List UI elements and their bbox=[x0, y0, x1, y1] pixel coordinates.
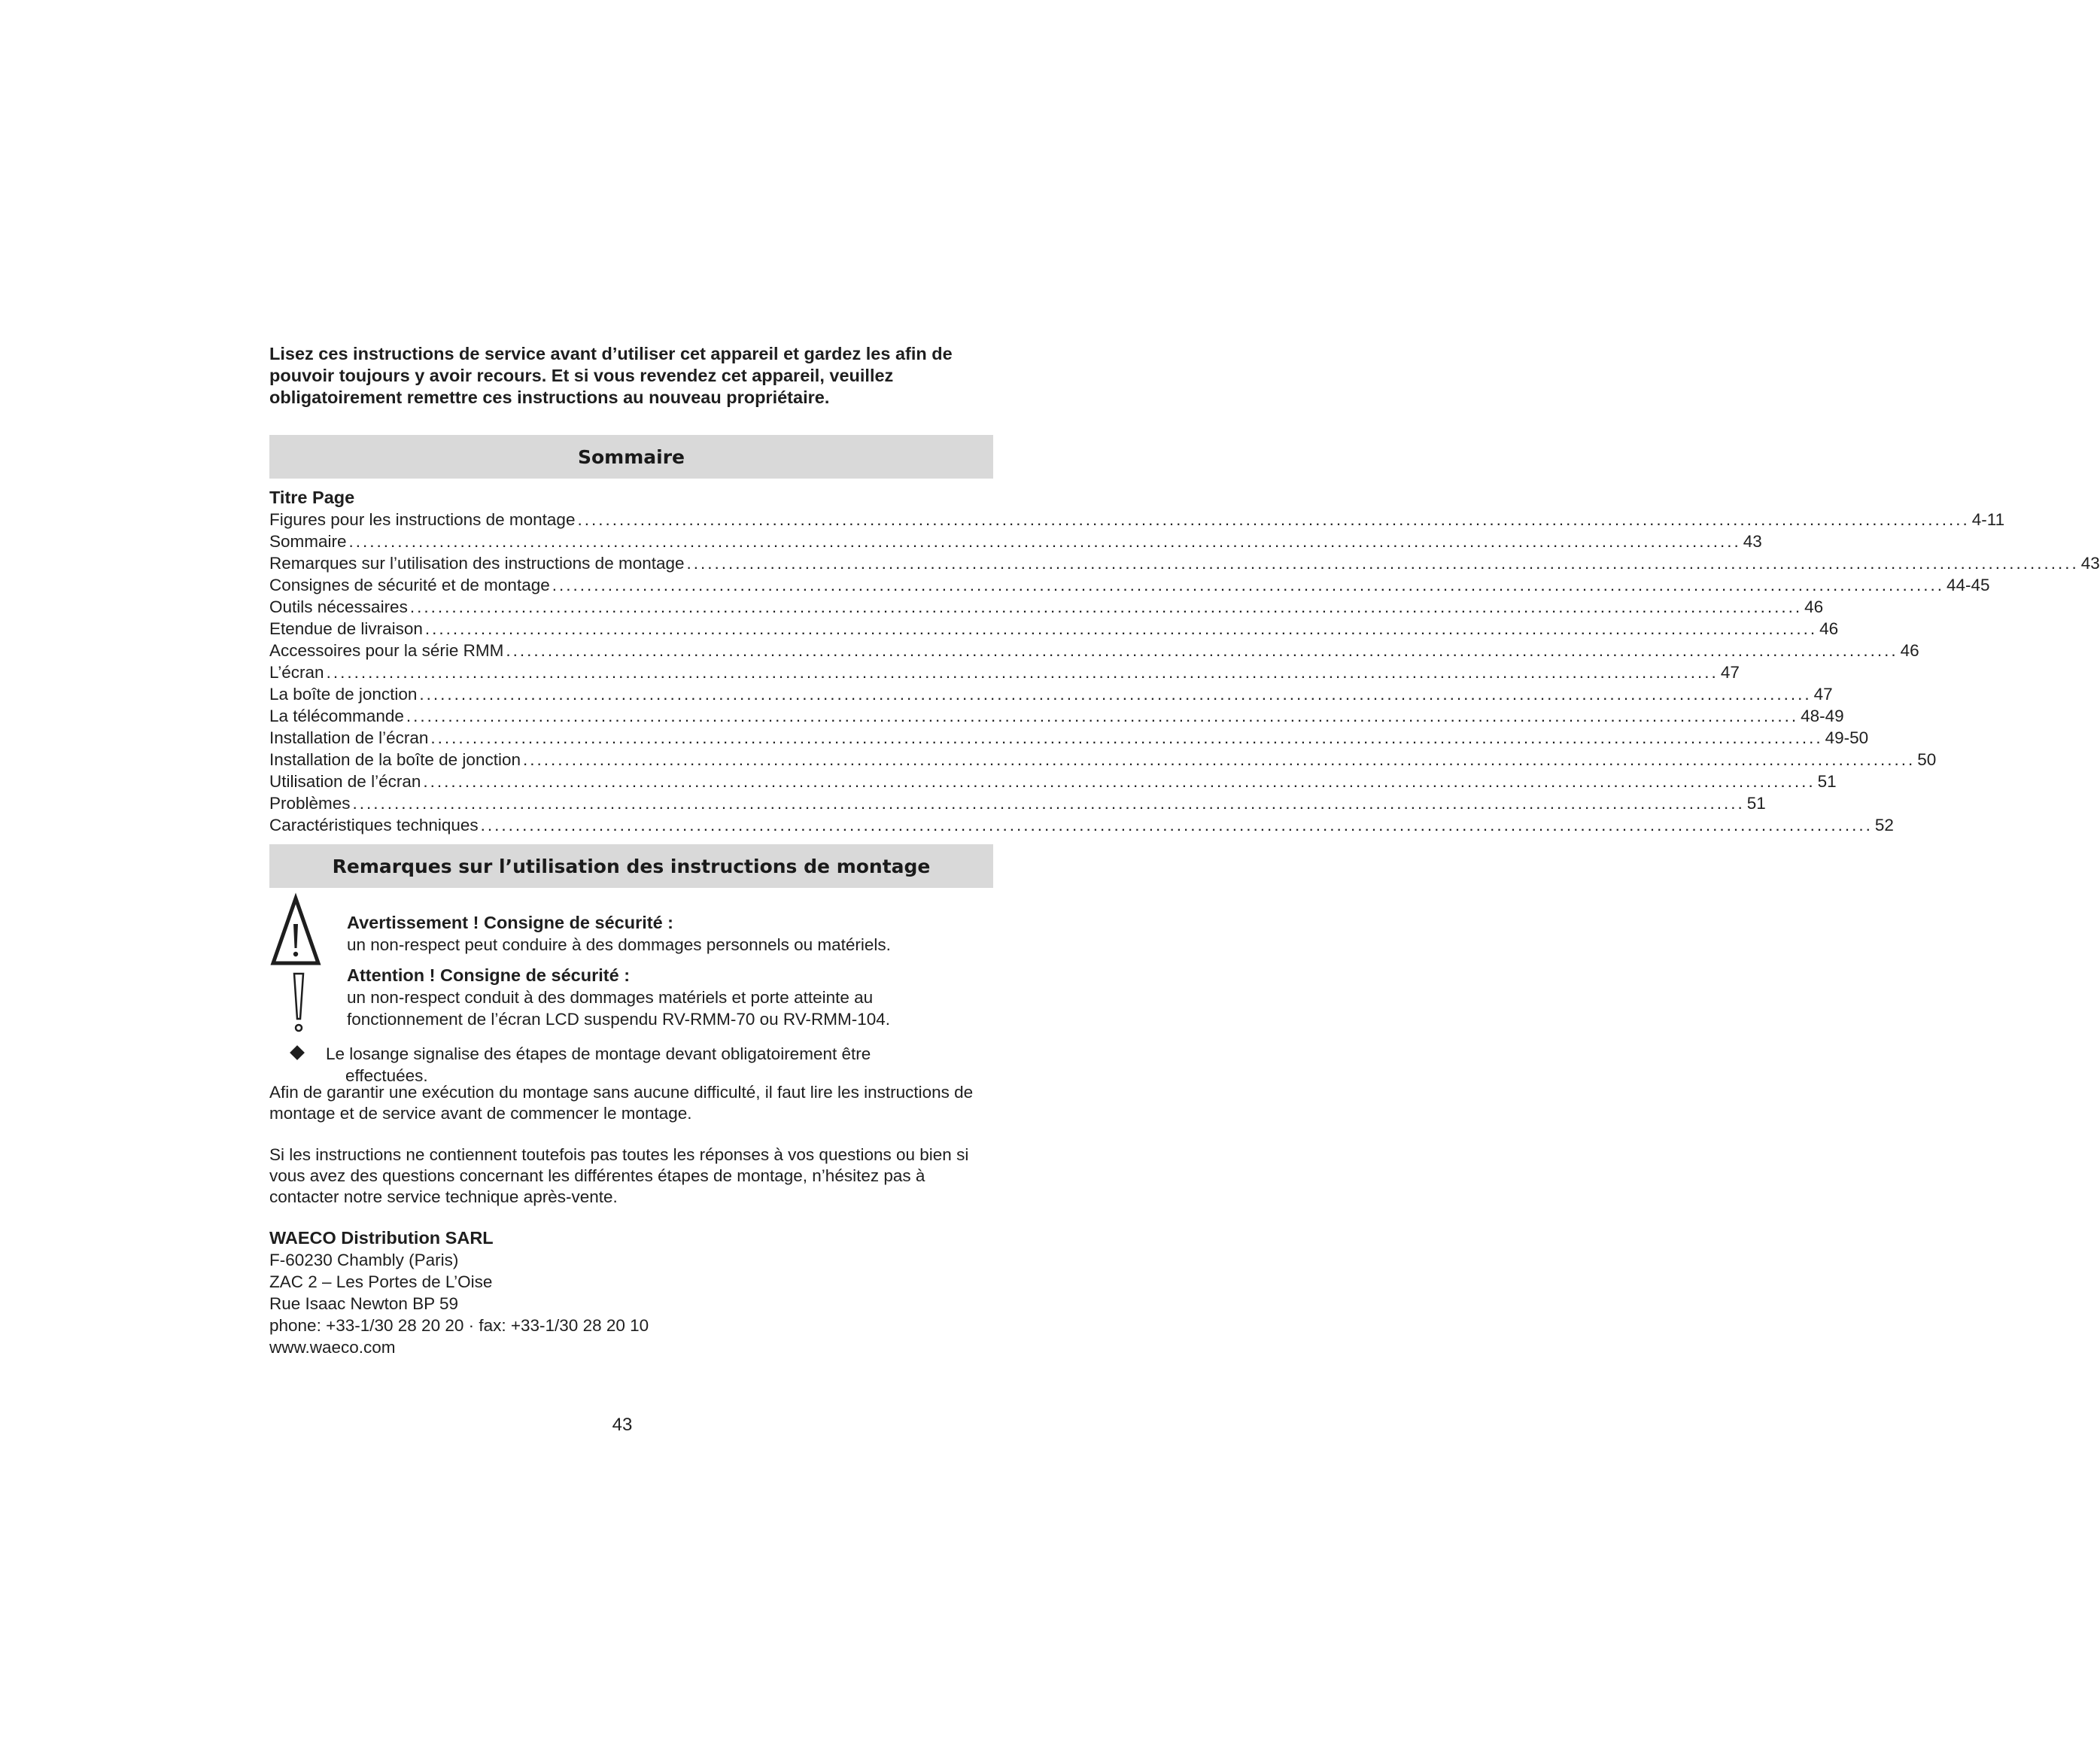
warning-text: un non-respect peut conduire à des dommages personnels ou matériels. bbox=[347, 935, 891, 954]
toc-entry-title: Problèmes bbox=[269, 794, 351, 813]
warning-triangle-icon bbox=[271, 895, 321, 968]
attention-exclamation-icon bbox=[292, 972, 305, 1034]
page-content bbox=[269, 343, 2100, 1358]
paragraph-montage: Afin de garantir une exécution du montage sans aucune difficulté, il faut lire les instructions de montage et de service avant de commencer le montage. bbox=[269, 1083, 974, 1123]
toc-entry-title: Outils nécessaires bbox=[269, 597, 408, 616]
toc-entry-title: Etendue de livraison bbox=[269, 619, 423, 638]
toc-entry[interactable] bbox=[269, 705, 1844, 727]
toc-entry-page: 4-11 bbox=[1971, 510, 2005, 529]
attention-title: Attention ! Consigne de sécurité : bbox=[347, 965, 631, 985]
toc-entry-title: Accessoires pour la série RMM bbox=[269, 641, 504, 660]
toc-entry-title: Utilisation de l’écran bbox=[269, 772, 421, 791]
toc-leader-dots: ........................................................................................................................................................................................................ bbox=[522, 750, 1916, 769]
remarques-heading: Remarques sur l’utilisation des instructions de montage bbox=[269, 844, 993, 888]
phone-fax-line: phone: +33-1/30 28 20 20 · fax: +33-1/30 28 20 10 bbox=[269, 1316, 649, 1335]
toc-entry[interactable] bbox=[269, 771, 1837, 792]
toc-entry-title: Figures pour les instructions de montage bbox=[269, 510, 576, 529]
toc-entry-page: 48-49 bbox=[1801, 707, 1844, 725]
toc-entry-page: 43 bbox=[1743, 532, 1762, 551]
toc-entry-page: 47 bbox=[1720, 663, 1740, 682]
bullet-text-line-2: effectuées. bbox=[345, 1066, 428, 1085]
sommaire-heading: Sommaire bbox=[269, 435, 993, 479]
toc-entry[interactable] bbox=[269, 509, 2005, 530]
toc-entry-page: 46 bbox=[1900, 641, 1919, 660]
toc-leader-dots: ........................................................................................................................................................................................................ bbox=[480, 816, 1873, 834]
toc-leader-dots: ........................................................................................................................................................................................................ bbox=[419, 685, 1812, 704]
toc-entry[interactable] bbox=[269, 749, 1937, 771]
toc-entry-title: Installation de la boîte de jonction bbox=[269, 750, 521, 769]
toc-entry-title: La boîte de jonction bbox=[269, 685, 418, 704]
toc-entry-page: 44-45 bbox=[1946, 576, 1990, 594]
toc-entry-title: Caractéristiques techniques bbox=[269, 816, 479, 834]
toc-leader-dots: ........................................................................................................................................................................................................ bbox=[506, 641, 1898, 660]
diamond-bullet-icon bbox=[290, 1045, 305, 1060]
safety-notes bbox=[269, 895, 993, 1085]
toc-entry-page: 46 bbox=[1819, 619, 1839, 638]
website-link[interactable]: www.waeco.com bbox=[269, 1338, 396, 1357]
warning-note bbox=[347, 912, 994, 956]
toc-entry[interactable] bbox=[269, 640, 1919, 661]
toc-leader-dots: ........................................................................................................................................................................................................ bbox=[424, 619, 1818, 638]
intro-notice: Lisez ces instructions de service avant d’utiliser cet appareil et gardez les afin de pouvoir toujours y avoir recours. Et si vous revendez cet appareil, veuillez obligatoirement remettre ces instructions au nouveau propriétaire. bbox=[269, 344, 953, 407]
toc-entry[interactable] bbox=[269, 618, 1839, 640]
toc-entry-page: 49-50 bbox=[1825, 728, 1869, 747]
toc-leader-dots: ........................................................................................................................................................................................................ bbox=[423, 772, 1816, 791]
company-name: WAECO Distribution SARL bbox=[269, 1228, 494, 1248]
attention-text-line-2: fonctionnement de l’écran LCD suspendu RV-RMM-70 ou RV-RMM-104. bbox=[347, 1010, 891, 1029]
bullet-text-line-1: Le losange signalise des étapes de montage devant obligatoirement être bbox=[326, 1044, 871, 1063]
toc-entry[interactable] bbox=[269, 792, 1766, 814]
toc-entry[interactable] bbox=[269, 727, 1869, 749]
toc-entry-page: 52 bbox=[1874, 816, 1894, 834]
toc-entry[interactable] bbox=[269, 530, 1762, 552]
toc-entry-page: 50 bbox=[1917, 750, 1937, 769]
toc-leader-dots: ........................................................................................................................................................................................................ bbox=[406, 707, 1799, 725]
toc-entry-page: 51 bbox=[1817, 772, 1837, 791]
address-line: ZAC 2 – Les Portes de L’Oise bbox=[269, 1272, 493, 1291]
address-line: F-60230 Chambly (Paris) bbox=[269, 1251, 459, 1269]
toc-entry-title: L’écran bbox=[269, 663, 324, 682]
toc-entry[interactable] bbox=[269, 683, 1833, 705]
attention-note bbox=[347, 965, 994, 1030]
paragraph-service: Si les instructions ne contiennent toutefois pas toutes les réponses à vos questions ou bien si vous avez des questions concernant les différentes étapes de montage, n’hésitez pas à contacter notre service technique après-vente. bbox=[269, 1145, 969, 1206]
toc-leader-dots: ........................................................................................................................................................................................................ bbox=[577, 510, 1970, 529]
toc-entry[interactable] bbox=[269, 661, 1740, 683]
toc-entry-page: 46 bbox=[1804, 597, 1824, 616]
toc-leader-dots: ........................................................................................................................................................................................................ bbox=[552, 576, 1944, 594]
toc-entry-title: Installation de l’écran bbox=[269, 728, 429, 747]
toc-entry[interactable] bbox=[269, 596, 1824, 618]
toc-entry[interactable] bbox=[269, 574, 1990, 596]
table-of-contents bbox=[269, 509, 2100, 836]
toc-leader-dots: ........................................................................................................................................................................................................ bbox=[326, 663, 1719, 682]
toc-entry-title: Consignes de sécurité et de montage bbox=[269, 576, 550, 594]
toc-entry-title: Remarques sur l’utilisation des instructions de montage bbox=[269, 554, 685, 573]
toc-leader-dots: ........................................................................................................................................................................................................ bbox=[348, 532, 1741, 551]
toc-entry[interactable] bbox=[269, 814, 1894, 836]
toc-entry[interactable] bbox=[269, 552, 2100, 574]
attention-text-line-1: un non-respect conduit à des dommages matériels et porte atteinte au bbox=[347, 988, 874, 1007]
toc-entry-title: Sommaire bbox=[269, 532, 347, 551]
toc-entry-title: La télécommande bbox=[269, 707, 404, 725]
toc-entry-page: 47 bbox=[1813, 685, 1833, 704]
toc-entry-page: 43 bbox=[2080, 554, 2100, 573]
toc-leader-dots: ........................................................................................................................................................................................................ bbox=[352, 794, 1745, 813]
toc-leader-dots: ........................................................................................................................................................................................................ bbox=[430, 728, 1823, 747]
warning-title: Avertissement ! Consigne de sécurité : bbox=[347, 913, 674, 932]
toc-leader-dots: ........................................................................................................................................................................................................ bbox=[409, 597, 1803, 616]
page-number: 43 bbox=[612, 1415, 633, 1435]
diamond-bullet-note bbox=[292, 1043, 916, 1087]
toc-leader-dots: ........................................................................................................................................................................................................ bbox=[686, 554, 2079, 573]
toc-column-header: Titre Page bbox=[269, 488, 355, 507]
toc-entry-page: 51 bbox=[1746, 794, 1766, 813]
address-line: Rue Isaac Newton BP 59 bbox=[269, 1294, 458, 1313]
